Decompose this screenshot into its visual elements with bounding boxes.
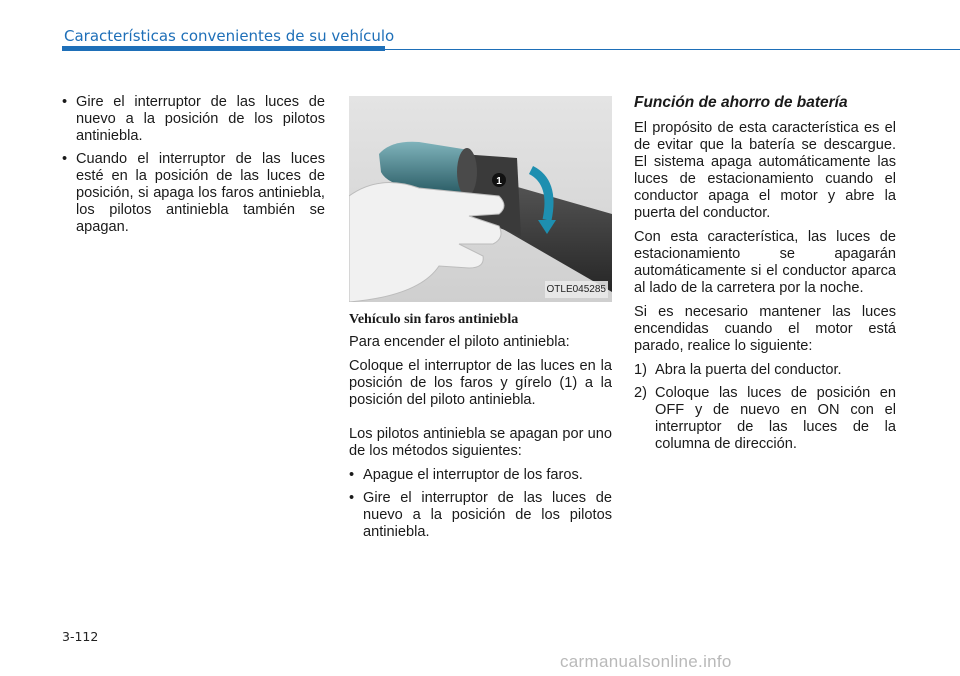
section-title: Características convenientes de su vehículo bbox=[64, 27, 395, 45]
list-item: • Cuando el interruptor de las luces esté en la posición de las luces de posición, si apaga los faros antiniebla, los pilotos antiniebla también se apagan. bbox=[62, 151, 325, 235]
figure-callout: 1 bbox=[496, 176, 502, 187]
list-item: • Apague el interruptor de los faros. bbox=[349, 467, 583, 483]
list-item: 2) Coloque las luces de posición en OFF y de nuevo en ON con el interruptor de las luces de la columna de dirección. bbox=[634, 385, 896, 452]
paragraph: Para encender el piloto antiniebla: bbox=[349, 334, 570, 350]
watermark: carmanualsonline.info bbox=[560, 652, 732, 671]
left-column bbox=[62, 94, 325, 242]
light-switch-illustration bbox=[349, 96, 612, 302]
steps-list bbox=[634, 362, 896, 453]
section-header bbox=[62, 24, 960, 52]
paragraph: Los pilotos antiniebla se apagan por uno de los métodos siguientes: bbox=[349, 426, 612, 459]
bullet-icon: • bbox=[62, 151, 68, 167]
list-item: 1) Abra la puerta del conductor. bbox=[634, 362, 842, 378]
page-number: 3-112 bbox=[62, 629, 99, 644]
bullet-icon: • bbox=[349, 490, 355, 506]
battery-saver-title: Función de ahorro de batería bbox=[634, 94, 848, 111]
middle-bullet-list bbox=[349, 467, 612, 541]
header-rule bbox=[385, 49, 960, 50]
middle-column bbox=[349, 96, 612, 547]
paragraph: Con esta característica, las luces de estacionamiento se apagarán automáticamente si el conductor aparca al lado de la carretera por la noche. bbox=[634, 229, 896, 296]
header-accent-bar bbox=[62, 46, 385, 51]
subheading: Vehículo sin faros antiniebla bbox=[349, 312, 519, 327]
figure-code: OTLE045285 bbox=[545, 281, 609, 298]
paragraph-gap bbox=[349, 416, 612, 426]
paragraph: Si es necesario mantener las luces encendidas cuando el motor está parado, realice lo siguiente: bbox=[634, 304, 896, 354]
right-column bbox=[634, 94, 896, 459]
bullet-icon: • bbox=[62, 94, 68, 110]
list-item: • Gire el interruptor de las luces de nuevo a la posición de los pilotos antiniebla. bbox=[349, 490, 612, 540]
paragraph: Coloque el interruptor de las luces en la posición de los faros y gírelo (1) a la posición del piloto antiniebla. bbox=[349, 358, 612, 408]
list-item: • Gire el interruptor de las luces de nuevo a la posición de los pilotos antiniebla. bbox=[62, 94, 325, 144]
left-bullet-list bbox=[62, 94, 325, 236]
light-switch-drawing bbox=[349, 96, 612, 302]
bullet-icon: • bbox=[349, 467, 355, 483]
paragraph: El propósito de esta característica es el de evitar que la batería se descargue. El sistema apaga automáticamente las luces de estacionamiento cuando el conductor apaga el motor y abre la puerta del conductor. bbox=[634, 120, 896, 221]
